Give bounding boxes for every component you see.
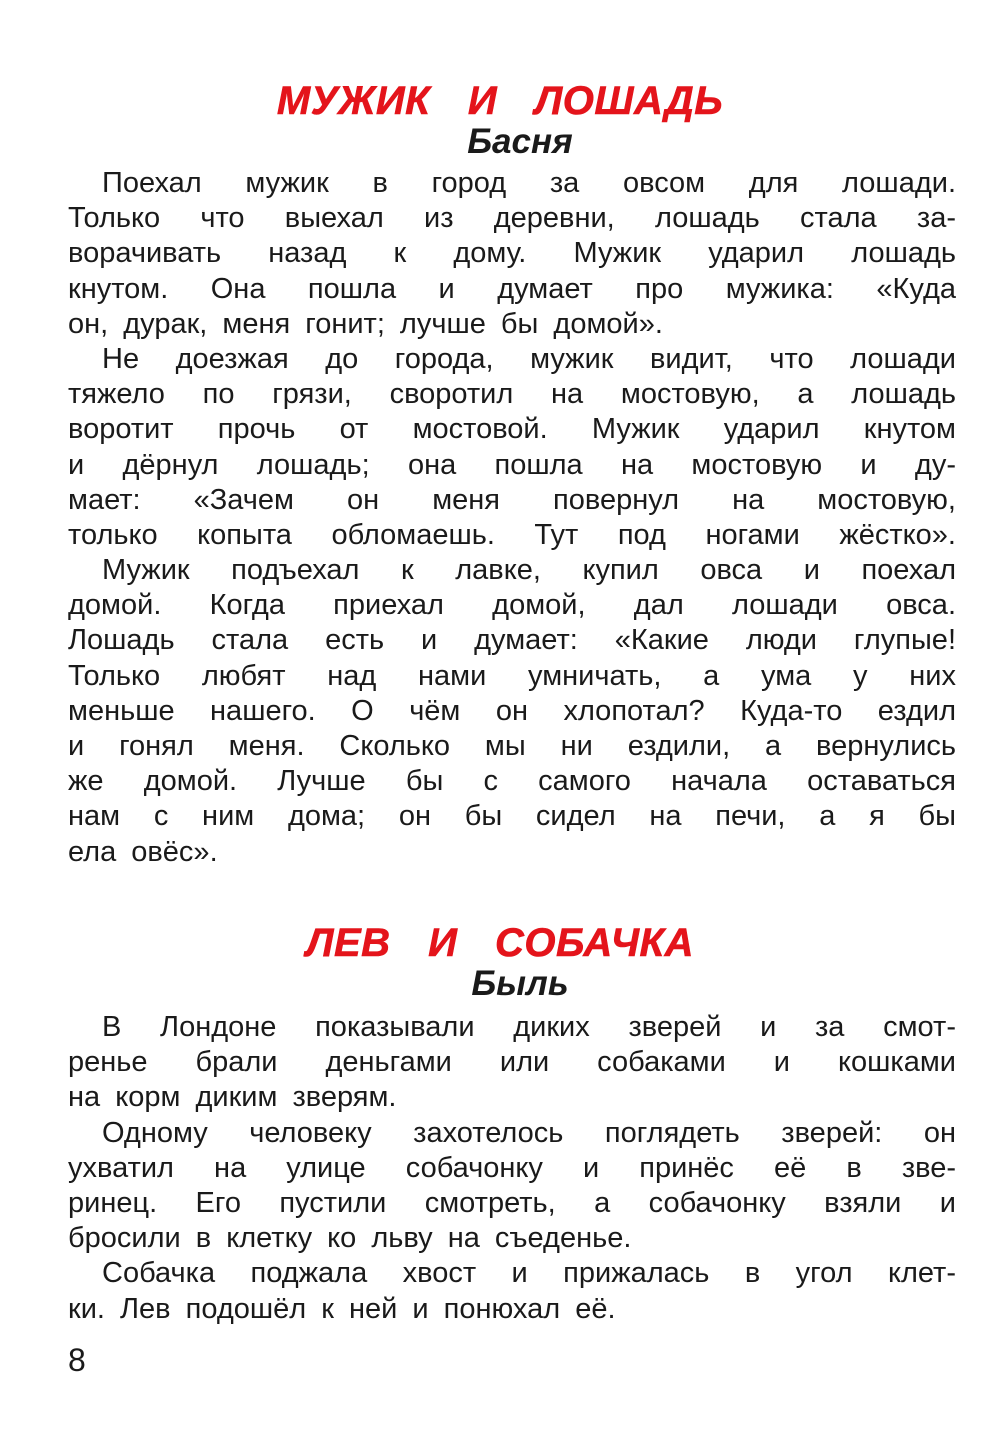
story2-paragraph-1	[68, 1010, 956, 1116]
text-line: ухватил на улице собачонку и принёс её в зве-	[68, 1151, 956, 1184]
story2-title: ЛЕВ И СОБАЧКА	[305, 921, 695, 965]
story2-paragraph-3	[68, 1256, 956, 1326]
text-line: Только что выехал из деревни, лошадь стала за-	[68, 202, 956, 235]
text-line: мает: «Зачем он меня повернул на мостовую,	[68, 483, 956, 516]
text-line: воротит прочь от мостовой. Мужик ударил кнутом	[68, 413, 956, 446]
text-line: только копыта обломаешь. Тут под ногами жёстко».	[68, 518, 956, 551]
text-line: меньше нашего. О чём он хлопотал? Куда-то ездил	[68, 694, 956, 727]
page-number: 8	[68, 1342, 86, 1378]
text-line: Одному человеку захотелось поглядеть зверей: он	[102, 1116, 956, 1149]
text-line: нам с ним дома; он бы сидел на печи, а я бы	[68, 800, 956, 833]
text-line: Мужик подъехал к лавке, купил овса и поехал	[102, 554, 956, 587]
story1-subtitle: Басня	[467, 122, 573, 161]
story1-text	[68, 166, 956, 870]
text-line: ренье брали деньгами или собаками и кошками	[68, 1046, 956, 1079]
text-line: ринец. Его пустили смотреть, а собачонку взяли и	[68, 1186, 956, 1219]
text-line: домой. Когда приехал домой, дал лошади овса.	[68, 589, 956, 622]
story1-paragraph-3	[68, 553, 956, 870]
story2-text	[68, 1010, 956, 1327]
story2-paragraph-2	[68, 1116, 956, 1257]
text-line: на корм диким зверям.	[68, 1081, 397, 1114]
story1-paragraph-1	[68, 166, 956, 342]
text-line: кнутом. Она пошла и думает про мужика: «Куда	[68, 272, 956, 305]
text-line: Поехал мужик в город за овсом для лошади.	[102, 167, 956, 199]
story1-title: МУЖИК И ЛОШАДЬ	[276, 79, 724, 123]
text-line: бросили в клетку ко льву на съеденье.	[68, 1222, 632, 1255]
text-line: Не доезжая до города, мужик видит, что лошади	[102, 342, 956, 375]
text-line: Лошадь стала есть и думает: «Какие люди глупые!	[68, 624, 956, 657]
text-line: он, дурак, меня гонит; лучше бы домой».	[68, 307, 663, 340]
text-line: тяжело по грязи, своротил на мостовую, а лошадь	[68, 378, 956, 411]
text-line: же домой. Лучше бы с самого начала оставаться	[68, 765, 956, 798]
text-line: ворачивать назад к дому. Мужик ударил лошадь	[68, 237, 956, 270]
text-line: Собачка поджала хвост и прижалась в угол клет-	[102, 1257, 956, 1290]
text-line: Только любят над нами умничать, а ума у них	[68, 659, 956, 692]
text-line: ела овёс».	[68, 835, 218, 868]
story1-paragraph-2	[68, 342, 956, 553]
text-line: ки. Лев подошёл к ней и понюхал её.	[68, 1292, 616, 1325]
text-line: В Лондоне показывали диких зверей и за смот-	[102, 1011, 956, 1043]
text-line: и дёрнул лошадь; она пошла на мостовую и ду-	[68, 448, 956, 481]
text-line: и гонял меня. Сколько мы ни ездили, а вернулись	[68, 730, 956, 762]
story2-subtitle: Быль	[471, 964, 569, 1003]
